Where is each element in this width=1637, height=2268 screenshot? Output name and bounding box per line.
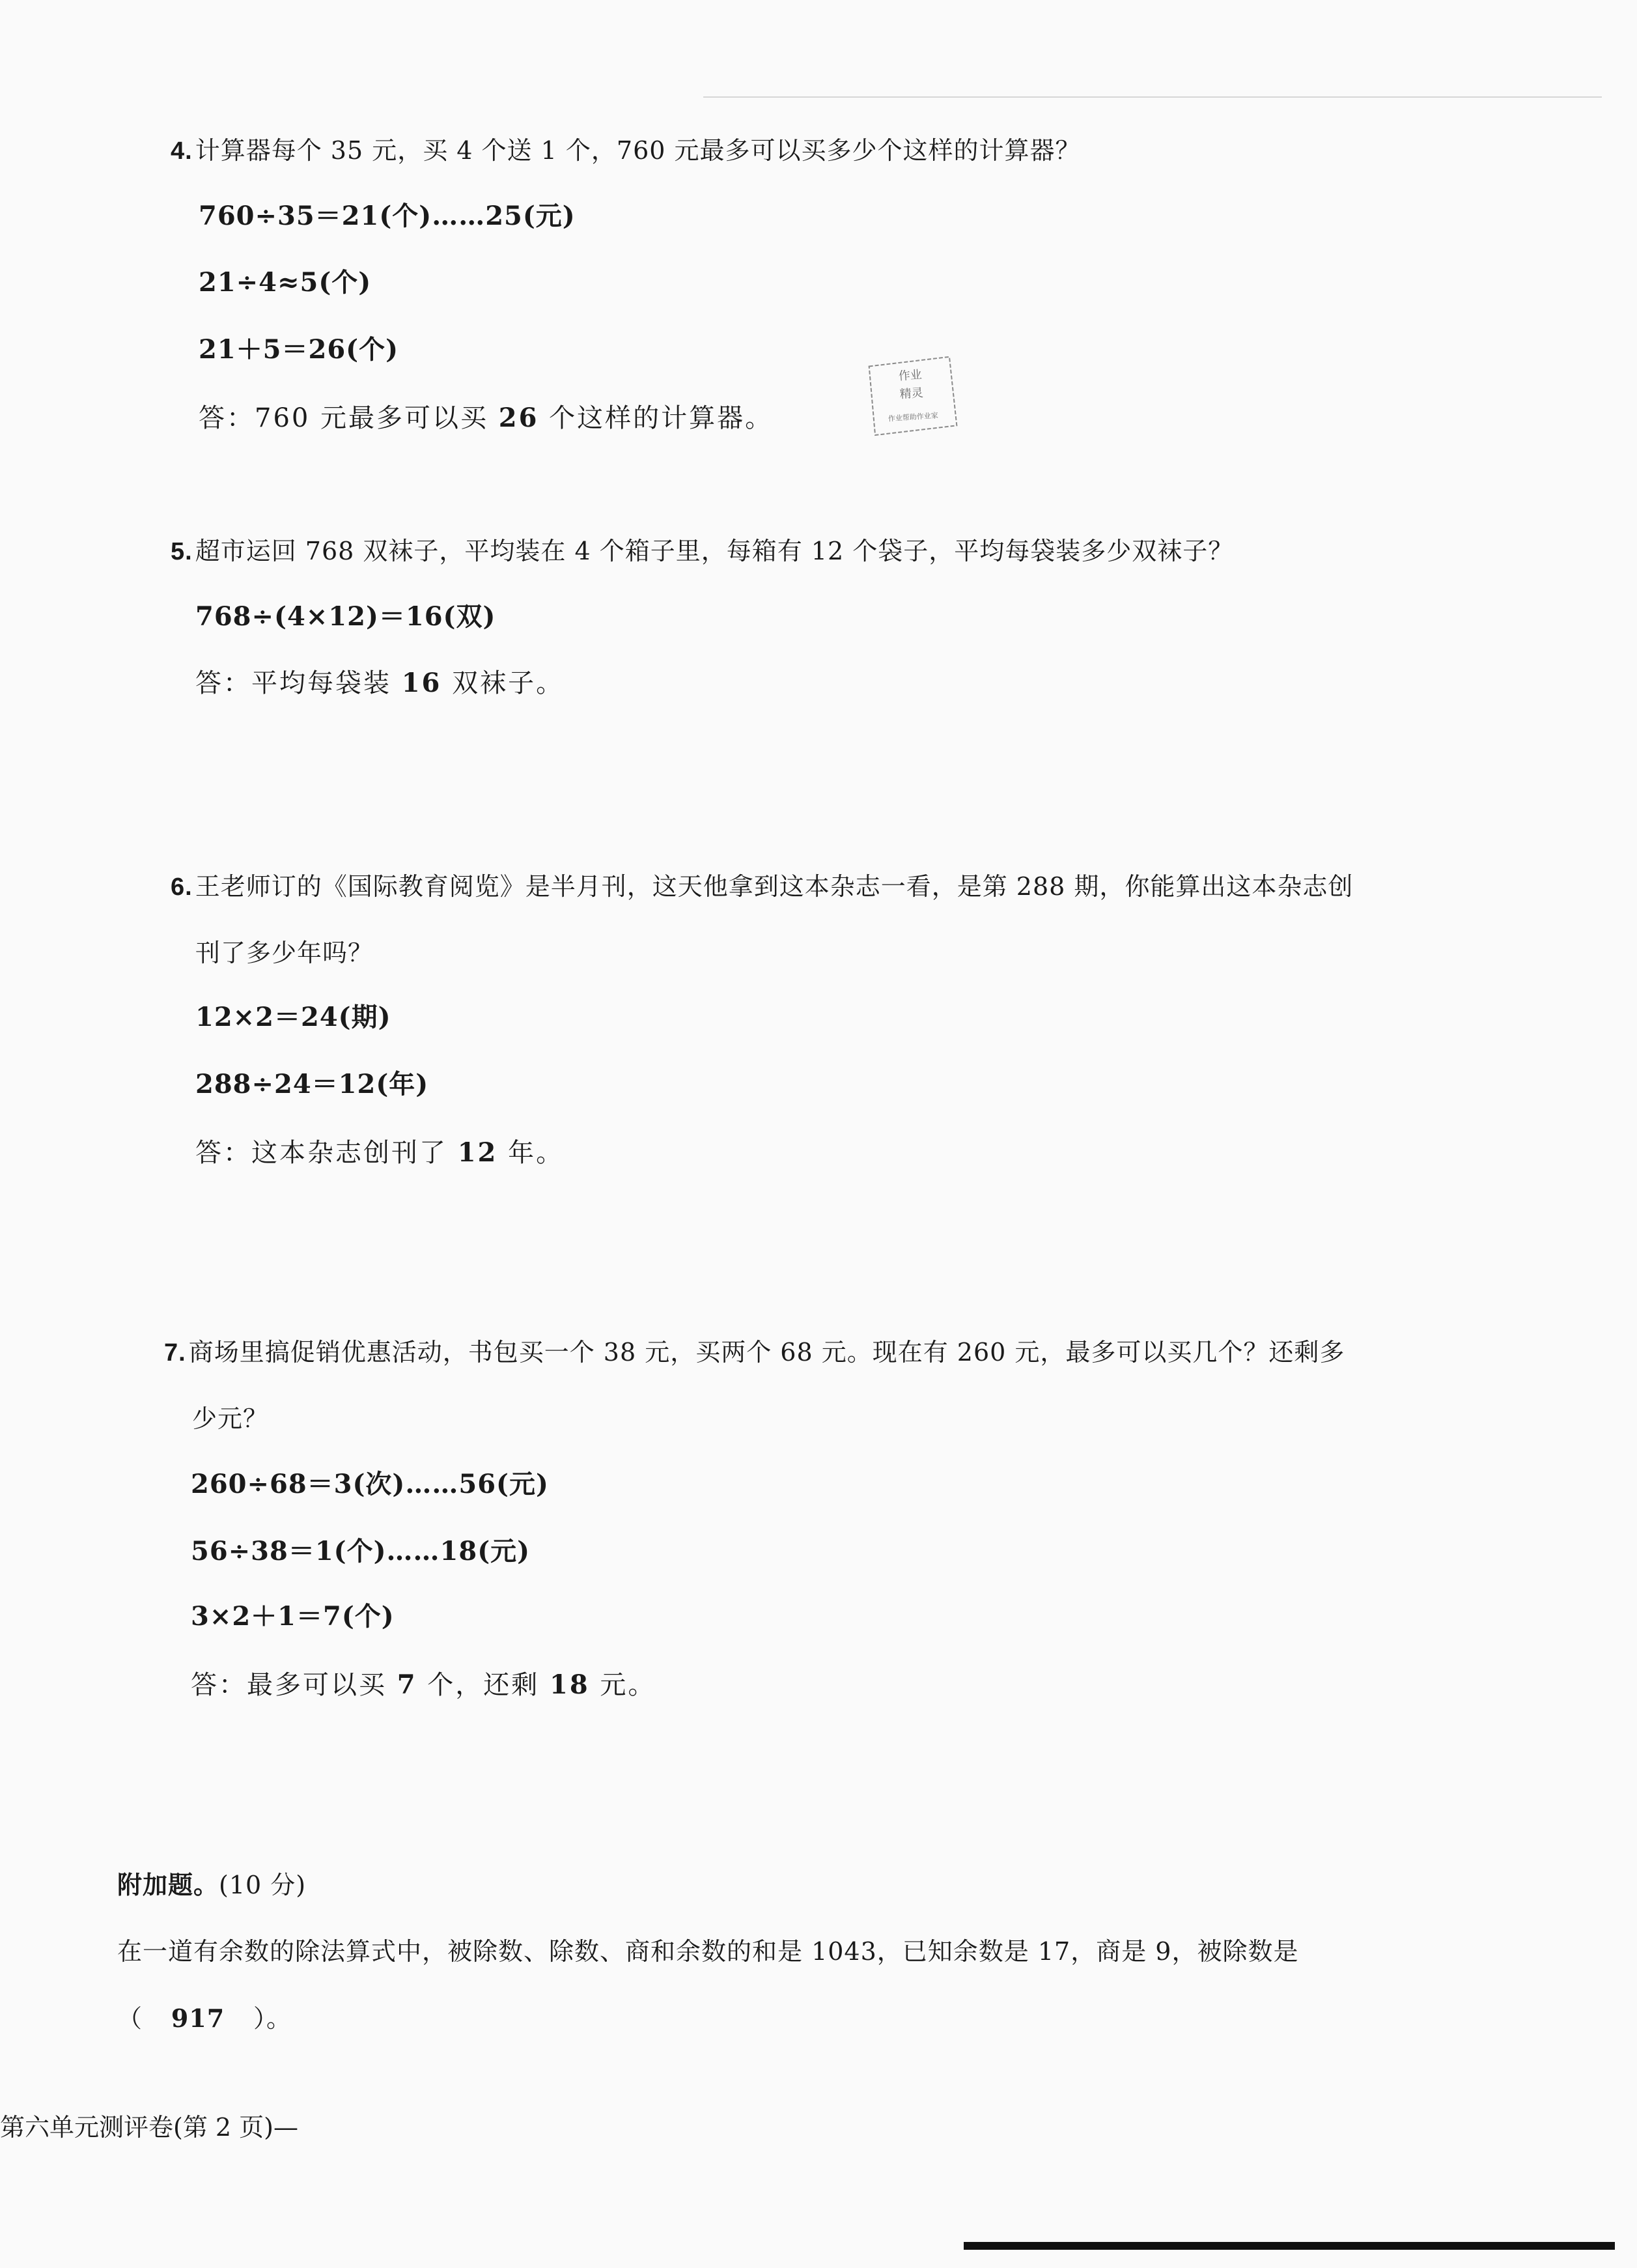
bonus-points: (10 分) [219, 1871, 307, 1899]
svg-text:精灵: 精灵 [899, 386, 924, 402]
q6-step-2: 288÷24＝12(年) [195, 1069, 429, 1099]
page-footer: 第六单元测评卷(第 2 页)— [0, 2113, 298, 2142]
question-4 [171, 130, 1081, 166]
q4-step-1: 760÷35＝21(个)……25(元) [199, 201, 576, 231]
q4-step-3: 21＋5＝26(个) [199, 334, 399, 365]
question-number: 7. [164, 1339, 186, 1367]
question-text: 超市运回 768 双袜子，平均装在 4 个箱子里，每箱有 12 个袋子，平均每袋装多少双袜子？ [195, 537, 1234, 565]
q4-answer: 答：760 元最多可以买 26 个这样的计算器。 [199, 403, 774, 433]
question-number: 5. [171, 538, 193, 565]
bonus-title: 附加题。 [117, 1870, 219, 1899]
bonus-answer-line: （ 917 ）。 [117, 2004, 292, 2033]
question-number: 6. [171, 873, 193, 901]
answer-value-remainder: 18 [550, 1669, 590, 1700]
answer-value: 16 [401, 668, 442, 698]
q6-answer: 答：这本杂志创刊了 12 年。 [195, 1137, 565, 1168]
question-text: 计算器每个 35 元，买 4 个送 1 个，760 元最多可以买多少个这样的计算器？ [195, 136, 1081, 165]
svg-text:作业帮助作业家: 作业帮助作业家 [888, 411, 939, 423]
q4-step-2: 21÷4≈5(个) [199, 267, 372, 298]
question-text-line-1: 商场里搞促销优惠活动，书包买一个 38 元，买两个 68 元。现在有 260 元，最多可以买几个？还剩多 [188, 1338, 1345, 1367]
question-7 [164, 1332, 1345, 1368]
question-number: 4. [171, 137, 193, 165]
bonus-heading [117, 1865, 306, 1901]
q6-step-1: 12×2＝24(期) [195, 1002, 391, 1032]
bonus-text-line-1: 在一道有余数的除法算式中，被除数、除数、商和余数的和是 1043，已知余数是 17，商是 9，被除数是 [117, 1937, 1299, 1966]
answer-value-count: 7 [397, 1669, 417, 1700]
q7-step-1: 260÷68＝3(次)……56(元) [191, 1469, 549, 1499]
top-rule [703, 96, 1602, 98]
question-6-line-2: 刊了多少年吗？ [195, 939, 374, 967]
question-text-line-1: 王老师订的《国际教育阅览》是半月刊，这天他拿到这本杂志一看，是第 288 期，你能算出这本杂志创 [195, 872, 1354, 901]
svg-text:作业: 作业 [898, 367, 923, 384]
q7-step-2: 56÷38＝1(个)……18(元) [191, 1536, 531, 1566]
question-6 [171, 866, 1353, 902]
q5-answer: 答：平均每袋装 16 双袜子。 [195, 668, 565, 698]
question-5 [171, 531, 1233, 567]
q5-step-1: 768÷(4×12)＝16(双) [195, 601, 496, 632]
q7-answer: 答：最多可以买 7 个，还剩 18 元。 [191, 1669, 656, 1700]
bonus-answer: 917 [171, 2004, 225, 2033]
bottom-edge-bar [964, 2242, 1615, 2250]
answer-value: 12 [457, 1137, 498, 1168]
stamp-watermark [863, 354, 960, 438]
q7-step-3: 3×2＋1＝7(个) [191, 1601, 395, 1632]
answer-value: 26 [498, 403, 539, 433]
question-7-line-2: 少元？ [192, 1404, 269, 1433]
